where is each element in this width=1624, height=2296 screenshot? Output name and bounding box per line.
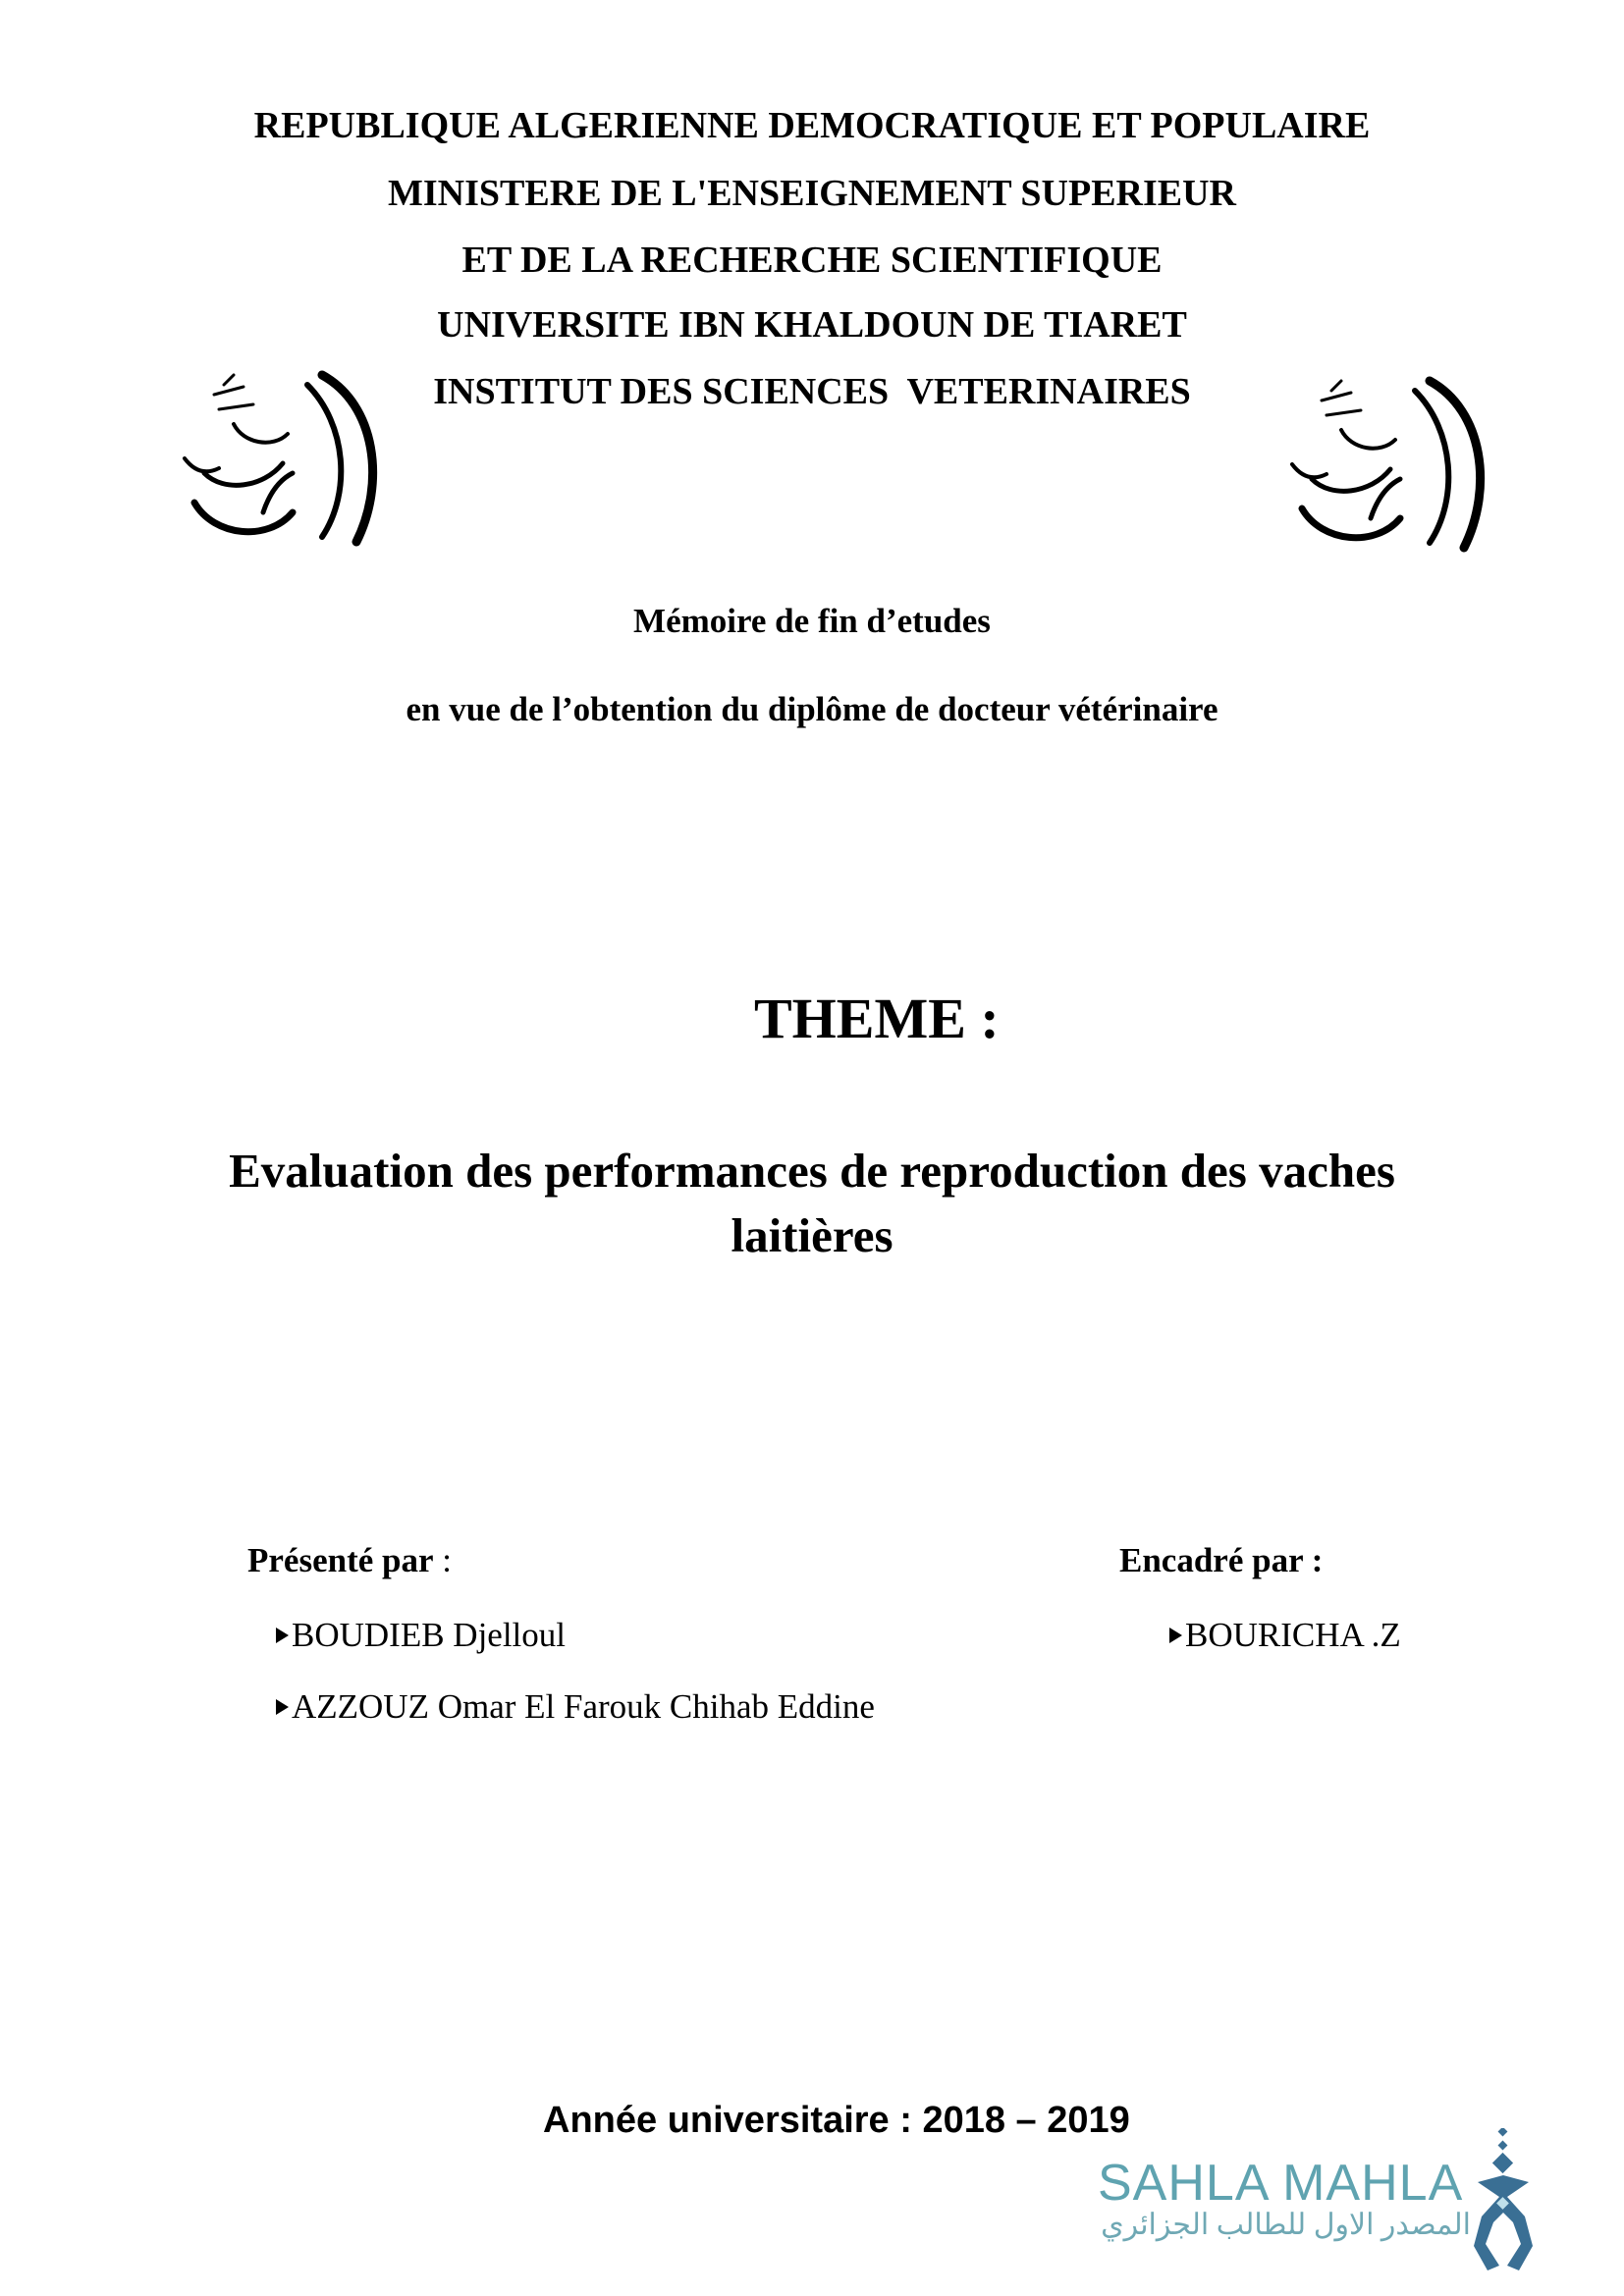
presented-by-label: Présenté par (247, 1541, 434, 1579)
header-line-republic: REPUBLIQUE ALGERIENNE DEMOCRATIQUE ET POPULAIRE (253, 105, 1371, 146)
student-name: BOUDIEB Djelloul (292, 1616, 567, 1654)
header-line-research: ET DE LA RECHERCHE SCIENTIFIQUE (461, 240, 1163, 281)
diploma-line: en vue de l’obtention du diplôme de docteur vétérinaire (406, 690, 1218, 728)
triangle-right-icon (276, 1699, 289, 1715)
presented-by-colon: : (433, 1541, 452, 1579)
watermark-tagline: المصدر الاول للطالب الجزائري (1101, 2209, 1471, 2241)
triangle-right-icon (1169, 1628, 1182, 1643)
header-line-university: UNIVERSITE IBN KHALDOUN DE TIARET (437, 304, 1187, 346)
supervised-by-label: Encadré par : (1119, 1541, 1324, 1579)
supervisor-1 (1169, 1615, 1401, 1656)
academic-year: Année universitaire : 2018 – 2019 (543, 2100, 1130, 2141)
student-name: AZZOUZ Omar El Farouk Chihab Eddine (292, 1687, 875, 1726)
thesis-title-line1: Evaluation des performances de reproduction des vaches (229, 1144, 1395, 1198)
sahla-mahla-logo-icon (1468, 2128, 1539, 2275)
university-logo-right (1282, 371, 1498, 558)
header-line-ministry: MINISTERE DE L'ENSEIGNEMENT SUPERIEUR (388, 173, 1236, 214)
thesis-title-line2: laitières (731, 1208, 893, 1262)
triangle-right-icon (276, 1628, 289, 1643)
student-2 (276, 1686, 875, 1728)
theme-label: THEME : (754, 987, 1000, 1050)
memoire-line: Mémoire de fin d’etudes (633, 602, 991, 640)
watermark-brand: SAHLA MAHLA (1098, 2155, 1464, 2212)
presented-by-heading (247, 1540, 452, 1581)
header-line-institute: INSTITUT DES SCIENCES VETERINAIRES (433, 371, 1191, 412)
university-logo-left (175, 365, 391, 552)
supervisor-name: BOURICHA .Z (1185, 1616, 1401, 1654)
student-1 (276, 1615, 566, 1656)
